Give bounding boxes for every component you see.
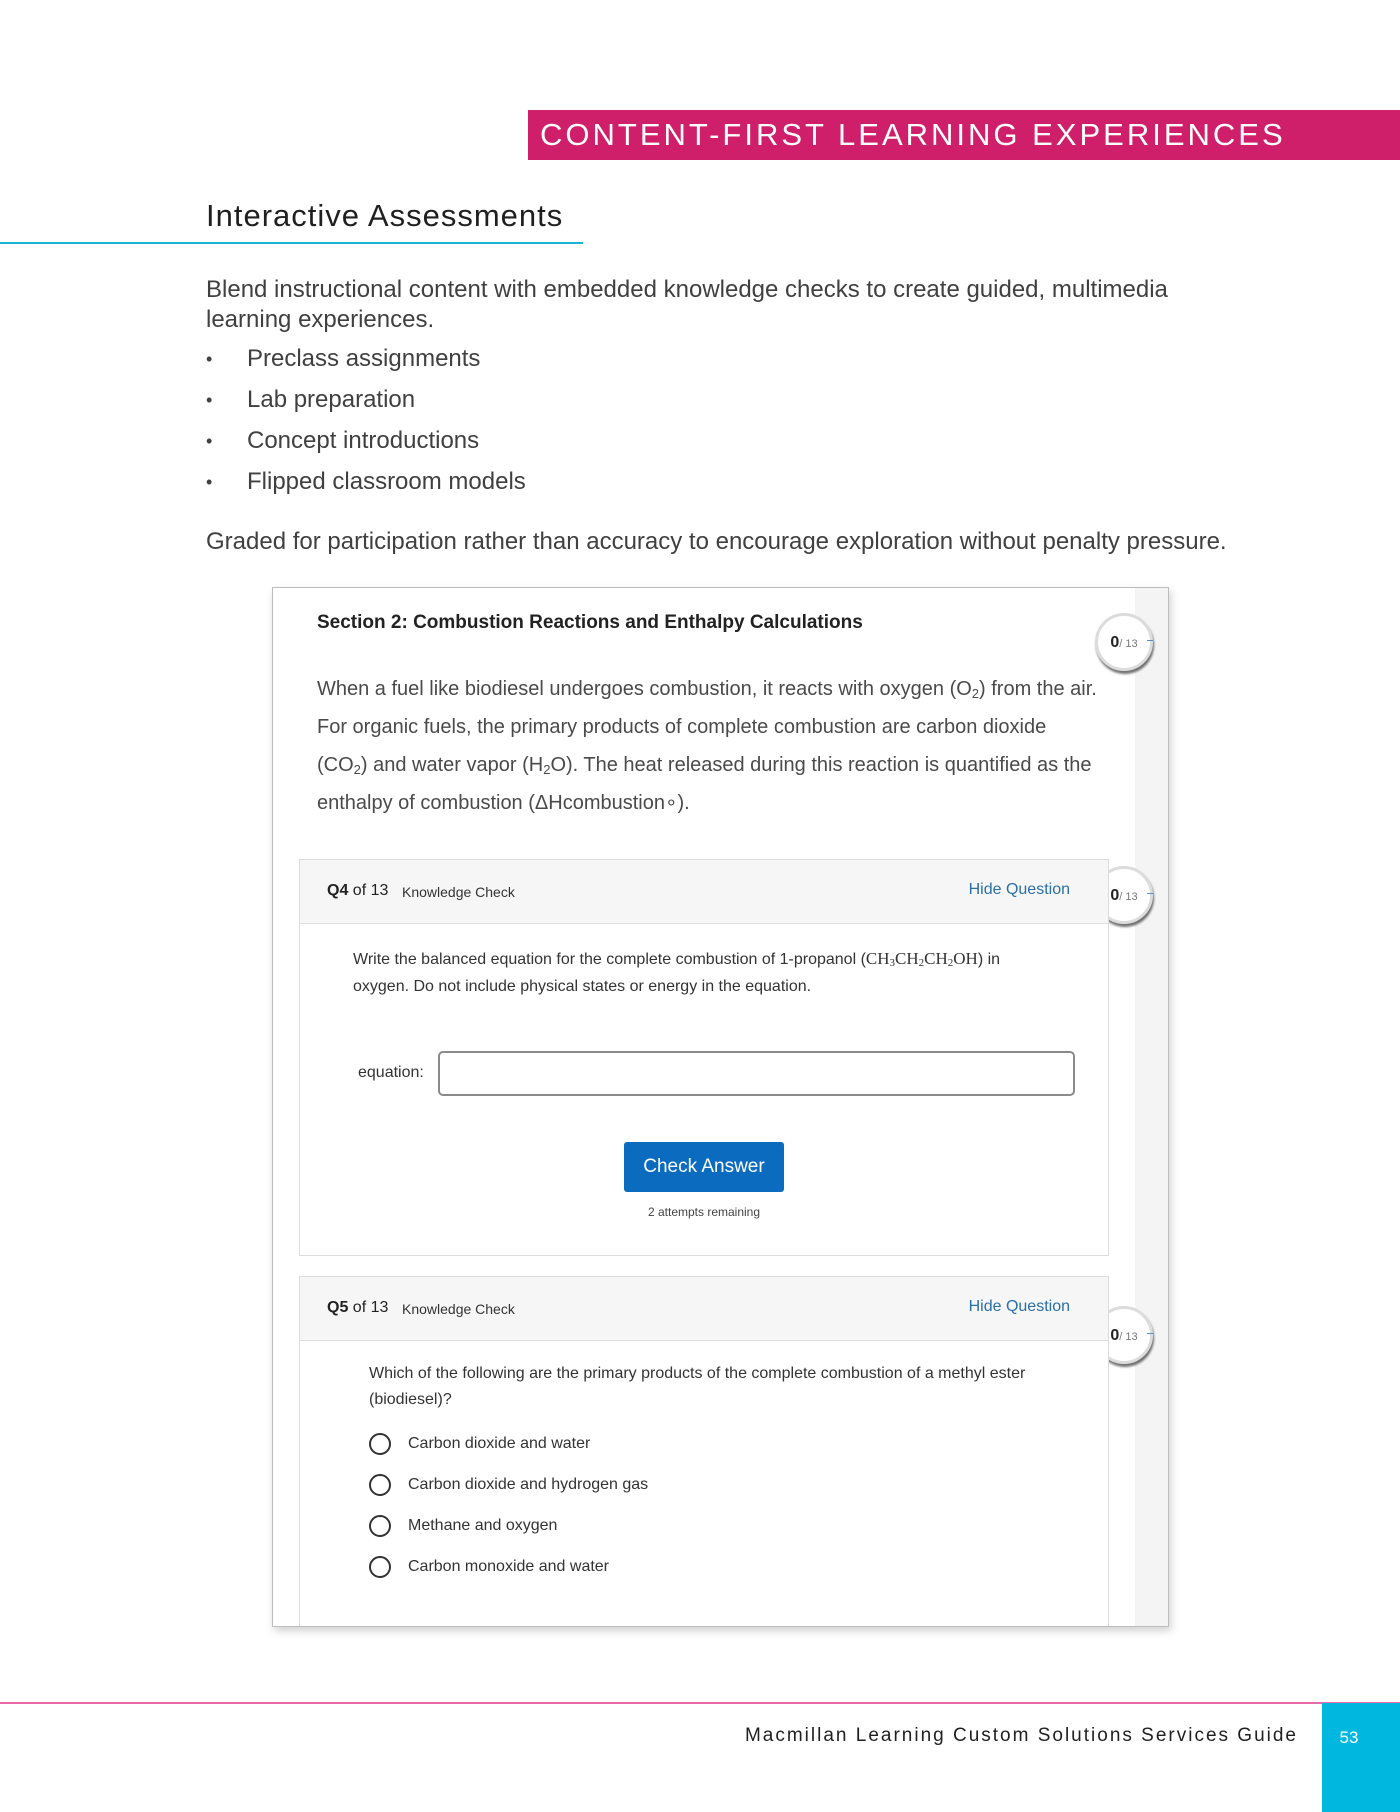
score-badge [1095, 613, 1153, 671]
footer-rule [0, 1702, 1400, 1704]
radio-button-icon[interactable] [369, 1556, 391, 1578]
prompt-text: Write the balanced equation for the complete combustion of 1-propanol ( [353, 951, 866, 968]
score-total: / 13 [1119, 891, 1138, 903]
score-marker [1147, 1333, 1153, 1334]
question-count: of 13 [348, 882, 389, 899]
paragraph-text: ) and water vapor (H [360, 754, 544, 776]
subscript: 2 [543, 762, 551, 777]
list-item [206, 341, 526, 382]
question-id: Q5 [327, 1299, 349, 1316]
footer-guide-title: Macmillan Learning Custom Solutions Services Guide [744, 1725, 1298, 1746]
paragraph-text: ) from the air. For organic fuels, the primary products of complete combustion are carbon dioxide (CO [317, 678, 1097, 776]
score-total: / 13 [1119, 1331, 1138, 1343]
list-item-label: Lab preparation [247, 386, 416, 413]
question-header [300, 1277, 1108, 1341]
question-card-q5 [299, 1276, 1109, 1627]
feature-list [206, 341, 526, 505]
option-label: Carbon dioxide and hydrogen gas [408, 1476, 649, 1493]
option-label: Methane and oxygen [408, 1517, 558, 1534]
grading-note: Graded for participation rather than accuracy to encourage exploration without penalty pressure. [206, 528, 1227, 555]
formula-part: CH [865, 949, 890, 968]
bullet-icon: • [206, 349, 213, 369]
list-item [206, 464, 526, 505]
list-item-label: Concept introductions [247, 427, 480, 454]
page-number-tab [1322, 1703, 1400, 1812]
question-card-q4 [299, 859, 1109, 1256]
hide-question-link[interactable]: Hide Question [968, 881, 1070, 898]
page-number: 53 [1339, 1728, 1359, 1747]
formula-part: CH [895, 949, 919, 968]
subscript: 2 [353, 762, 361, 777]
option-label: Carbon monoxide and water [408, 1558, 610, 1575]
formula-part: CH [924, 949, 948, 968]
title-underline [0, 242, 583, 244]
question-type: Knowledge Check [402, 884, 515, 900]
paragraph-text: O). The heat released during this reaction is quantified as the enthalpy of combustion (ΔHcombustion∘). [317, 754, 1092, 814]
answer-options [369, 1432, 648, 1596]
bullet-icon: • [206, 390, 213, 410]
radio-button-icon[interactable] [369, 1515, 391, 1537]
question-header [300, 860, 1108, 924]
option-label: Carbon dioxide and water [408, 1435, 591, 1452]
score-earned: 0 [1110, 634, 1120, 651]
paragraph-text: When a fuel like biodiesel undergoes combustion, it reacts with oxygen (O [317, 678, 972, 700]
question-id: Q4 [327, 882, 349, 899]
score-total: / 13 [1119, 638, 1138, 650]
subscript: 3 [889, 957, 896, 969]
formula-part: OH [953, 949, 978, 968]
radio-button-icon[interactable] [369, 1433, 391, 1455]
answer-option[interactable] [369, 1555, 648, 1596]
answer-option[interactable] [369, 1473, 648, 1514]
score-marker [1147, 893, 1153, 894]
attempts-remaining: 2 attempts remaining [647, 1205, 761, 1219]
hide-question-link[interactable]: Hide Question [968, 1298, 1070, 1315]
bullet-icon: • [206, 431, 213, 451]
radio-button-icon[interactable] [369, 1474, 391, 1496]
question-number [327, 882, 388, 900]
score-earned: 0 [1110, 1327, 1120, 1344]
prompt-text: ) in oxygen. Do not include physical states or energy in the equation. [353, 951, 1001, 995]
question-number [327, 1299, 388, 1317]
assessment-paragraph [317, 670, 1097, 822]
list-item [206, 423, 526, 464]
answer-option[interactable] [369, 1432, 648, 1473]
subscript: 2 [918, 957, 925, 969]
question-prompt: Which of the following are the primary products of the complete combustion of a methyl ester (biodiesel)? [369, 1365, 1026, 1408]
section-banner [528, 110, 1400, 160]
assessment-section-title: Section 2: Combustion Reactions and Enthalpy Calculations [317, 612, 863, 633]
check-answer-button[interactable]: Check Answer [624, 1142, 784, 1192]
score-marker [1147, 640, 1153, 641]
list-item-label: Preclass assignments [247, 345, 481, 372]
answer-option[interactable] [369, 1514, 648, 1555]
list-item [206, 382, 526, 423]
question-count: of 13 [348, 1299, 389, 1316]
question-prompt [353, 945, 1053, 1000]
list-item-label: Flipped classroom models [247, 468, 526, 495]
question-type: Knowledge Check [402, 1301, 515, 1317]
subscript: 2 [971, 686, 980, 701]
assessment-screenshot [272, 587, 1169, 1627]
equation-label: equation: [358, 1064, 424, 1081]
subscript: 2 [947, 957, 954, 969]
banner-title: CONTENT-FIRST LEARNING EXPERIENCES [540, 117, 1286, 152]
equation-input[interactable] [438, 1051, 1075, 1096]
score-earned: 0 [1110, 887, 1120, 904]
scroll-gutter [1135, 588, 1169, 1627]
chemical-formula [866, 949, 978, 968]
page-title: Interactive Assessments [206, 198, 564, 233]
intro-paragraph: Blend instructional content with embedded knowledge checks to create guided, multimedia learning experiences. [206, 276, 1168, 333]
bullet-icon: • [206, 472, 213, 492]
